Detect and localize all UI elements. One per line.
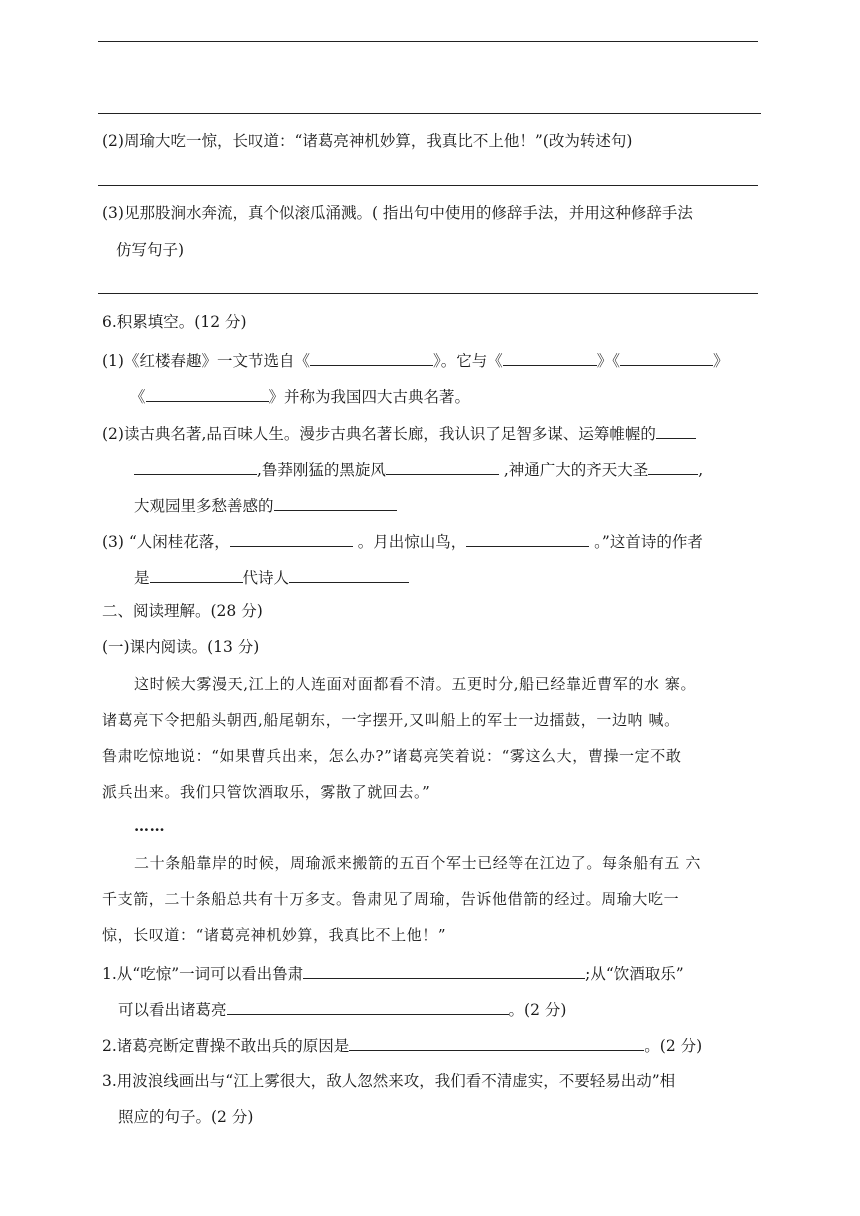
answer-blank[interactable]	[349, 1034, 644, 1051]
answer-line	[98, 185, 758, 186]
passage-line: 鲁肃吃惊地说：“如果曹兵出来，怎么办?”诸葛亮笑着说：“雾这么大，曹操一定不敢	[102, 747, 682, 765]
fill-blank[interactable]	[648, 458, 698, 475]
reading-question-text: ;从“饮酒取乐”	[585, 965, 684, 983]
rewrite-question-3: (3)见那股涧水奔流，真个似滚瓜涌溅。( 指出句中使用的修辞手法，并用这种修辞手法	[102, 204, 693, 222]
fill-blank[interactable]	[146, 385, 269, 402]
reading-question-text: 可以看出诸葛亮	[118, 1001, 227, 1019]
fill-blank[interactable]	[386, 458, 499, 475]
q6-part-2-text: ,神通广大的齐天大圣	[498, 461, 649, 479]
answer-line	[98, 293, 758, 294]
q6-part-2-text: 大观园里多愁善感的	[134, 497, 274, 515]
fill-blank[interactable]	[230, 530, 353, 547]
fill-blank[interactable]	[656, 422, 696, 439]
section-heading: 二、阅读理解。(28 分)	[102, 602, 263, 620]
q6-part-1-text: 》并称为我国四大古典名著。	[268, 388, 471, 406]
q6-part-3-text: 代诗人	[242, 569, 290, 587]
q6-part-2-cont	[134, 494, 397, 516]
q6-part-2-cont	[134, 458, 703, 480]
fill-blank[interactable]	[274, 494, 397, 511]
q6-part-3	[102, 530, 703, 552]
fill-blank[interactable]	[466, 530, 589, 547]
passage-line: 惊，长叹道：“诸葛亮神机妙算，我真比不上他！”	[102, 926, 447, 944]
rewrite-question-3-cont: 仿写句子)	[116, 241, 185, 259]
subsection-heading: (一)课内阅读。(13 分)	[102, 638, 260, 656]
q6-part-1	[102, 349, 729, 371]
q6-part-1-text: 》	[713, 352, 729, 370]
q6-part-1-text: 》。它与《	[432, 352, 503, 370]
passage-line: 派兵出来。我们只管饮酒取乐，雾散了就回去。”	[102, 783, 431, 801]
q6-part-2	[102, 422, 696, 444]
rewrite-question-2: (2)周瑜大吃一惊，长叹道：“诸葛亮神机妙算，我真比不上他！”(改为转述句)	[102, 132, 633, 150]
q6-part-1-text: 》《	[596, 352, 620, 370]
reading-question-1-cont	[118, 998, 566, 1020]
passage-line: 诸葛亮下令把船头朝西,船尾朝东，一字摆开,又叫船上的军士一边擂鼓，一边呐 喊。	[102, 711, 680, 729]
q6-part-2-text: (2)读古典名著,品百味人生。漫步古典名著长廊，我认识了足智多谋、运筹帷幄的	[102, 425, 656, 443]
answer-blank[interactable]	[227, 998, 509, 1015]
fill-blank[interactable]	[503, 349, 597, 366]
q6-part-3-cont	[134, 566, 409, 588]
passage-line: 这时候大雾漫天,江上的人连面对面都看不清。五更时分,船已经靠近曹军的水 寨。	[134, 675, 697, 693]
fill-blank[interactable]	[289, 566, 409, 583]
q6-part-3-text: 。”这首诗的作者	[589, 533, 703, 551]
reading-question-text: 。(2 分)	[508, 1001, 567, 1019]
fill-blank[interactable]	[310, 349, 433, 366]
reading-question-2	[102, 1034, 702, 1056]
reading-question-text: 2.诸葛亮断定曹操不敢出兵的原因是	[102, 1037, 350, 1055]
fill-blank[interactable]	[150, 566, 243, 583]
q6-part-1-cont	[130, 385, 470, 407]
q6-part-1-text: (1)《红楼春趣》一文节选自《	[102, 352, 310, 370]
header-rule	[98, 41, 758, 42]
reading-question-3-cont: 照应的句子。(2 分)	[118, 1108, 254, 1126]
answer-line	[98, 113, 761, 114]
q6-part-3-text: 。月出惊山鸟，	[352, 533, 467, 551]
reading-question-1	[102, 962, 684, 984]
q6-part-2-text: ,鲁莽刚猛的黑旋风	[257, 461, 386, 479]
q6-part-2-text: ,	[698, 461, 704, 479]
passage-line: 千支箭，二十条船总共有十万多支。鲁肃见了周瑜，告诉他借箭的经过。周瑜大吃一	[102, 890, 680, 908]
q6-part-3-text: 是	[134, 569, 150, 587]
q6-part-3-text: (3) “人闲桂花落，	[102, 533, 230, 551]
passage-line: 二十条船靠岸的时候，周瑜派来搬箭的五百个军士已经等在江边了。每条船有五 六	[134, 854, 701, 872]
answer-blank[interactable]	[303, 962, 585, 979]
reading-question-text: 。(2 分)	[644, 1037, 703, 1055]
reading-question-text: 1.从“吃惊”一词可以看出鲁肃	[102, 965, 304, 983]
q6-part-1-text: 《	[130, 388, 146, 406]
q6-heading: 6.积累填空。(12 分)	[102, 313, 247, 331]
fill-blank[interactable]	[134, 458, 257, 475]
fill-blank[interactable]	[620, 349, 713, 366]
passage-ellipsis: ……	[134, 817, 166, 835]
reading-question-3: 3.用波浪线画出与“江上雾很大，敌人忽然来攻，我们看不清虚实，不要轻易出动”相	[102, 1072, 676, 1090]
